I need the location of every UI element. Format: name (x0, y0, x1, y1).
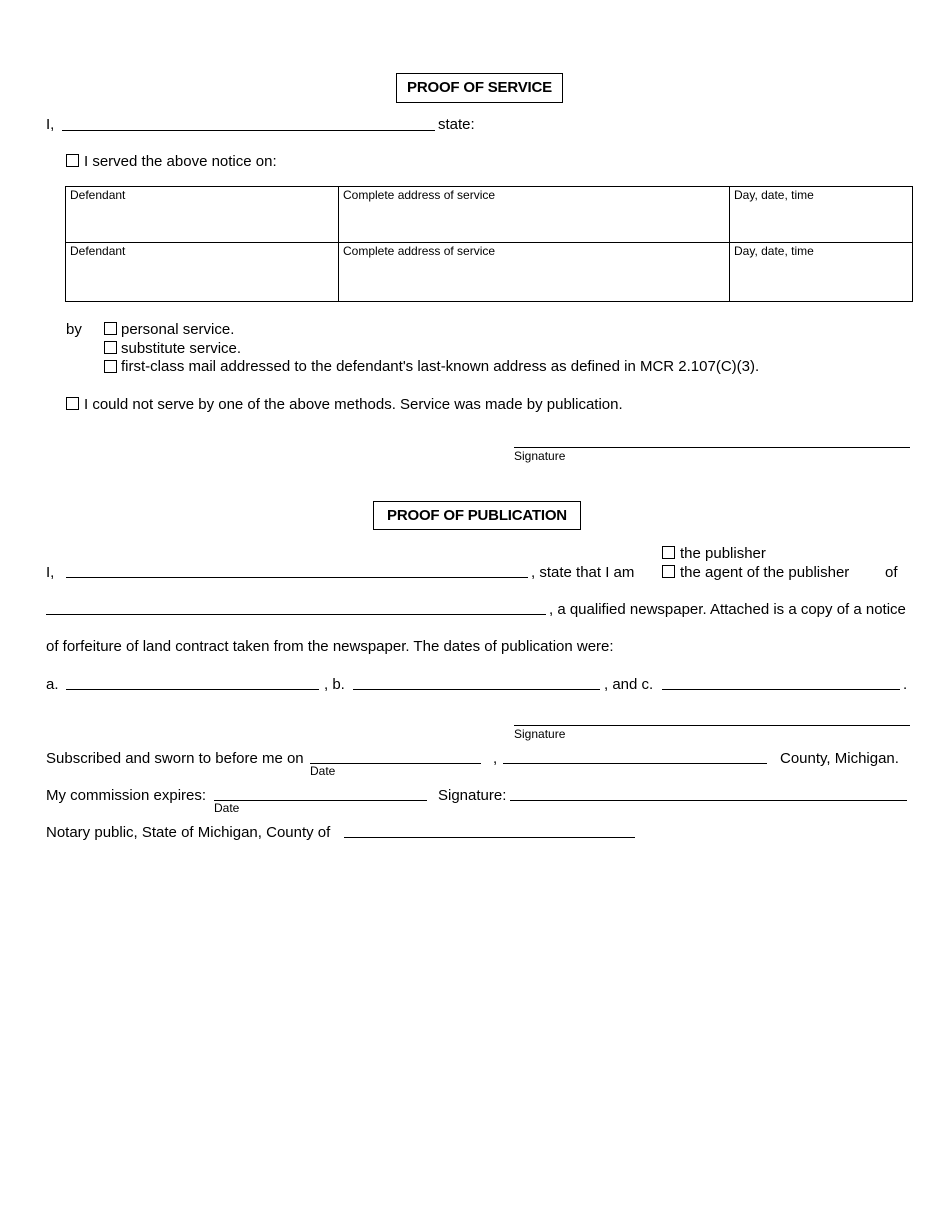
commission-label: My commission expires: (46, 787, 207, 804)
state-label: state: (438, 116, 475, 133)
sworn-comma: , (493, 750, 498, 767)
defendant-cell[interactable] (66, 187, 339, 243)
affiant-name-field[interactable] (66, 577, 528, 578)
datetime-header: Day, date, time (734, 188, 814, 202)
subscribed-label: Subscribed and sworn to before me on (46, 750, 304, 767)
sworn-date-field[interactable] (310, 763, 481, 764)
date-period: . (903, 676, 908, 693)
served-notice-label: I served the above notice on: (84, 153, 277, 170)
notary-signature-label: Signature: (438, 787, 507, 804)
notary-county-label: Notary public, State of Michigan, County of (46, 824, 331, 841)
publisher-checkbox[interactable] (662, 546, 675, 559)
defendant-header: Defendant (70, 244, 126, 258)
personal-service-label: personal service. (121, 321, 235, 338)
first-class-mail-checkbox[interactable] (104, 360, 117, 373)
date-b-label: , b. (324, 676, 345, 693)
address-cell[interactable] (339, 187, 730, 243)
publication-signature-label: Signature (514, 727, 566, 741)
publisher-label: the publisher (680, 545, 766, 562)
service-table (65, 186, 913, 302)
commission-date-field[interactable] (214, 800, 427, 801)
defendant-header: Defendant (70, 188, 126, 202)
publication-checkbox[interactable] (66, 397, 79, 410)
state-that-label: , state that I am (531, 564, 635, 581)
defendant-cell[interactable] (66, 243, 339, 302)
table-row (66, 243, 913, 302)
first-class-mail-label: first-class mail addressed to the defendant's last-known address as defined in MCR 2.107(C)(3). (121, 358, 760, 375)
sworn-date-label: Date (310, 764, 336, 778)
by-label: by (66, 321, 82, 338)
datetime-cell[interactable] (730, 187, 913, 243)
date-a-field[interactable] (66, 689, 319, 690)
newspaper-name-field[interactable] (46, 614, 546, 615)
sworn-county-field[interactable] (503, 763, 767, 764)
served-notice-checkbox[interactable] (66, 154, 79, 167)
date-c-label: , and c. (604, 676, 654, 693)
date-b-field[interactable] (353, 689, 600, 690)
commission-date-label: Date (214, 801, 240, 815)
table-row (66, 187, 913, 243)
agent-checkbox[interactable] (662, 565, 675, 578)
notary-county-field[interactable] (344, 837, 635, 838)
date-c-field[interactable] (662, 689, 900, 690)
service-signature-field[interactable] (514, 447, 910, 448)
proof-of-service-title: PROOF OF SERVICE (396, 73, 563, 103)
of-label: of (885, 564, 898, 581)
address-cell[interactable] (339, 243, 730, 302)
qualified-newspaper-label: , a qualified newspaper. Attached is a copy of a notice (549, 601, 906, 618)
address-header: Complete address of service (343, 244, 496, 258)
county-michigan-label: County, Michigan. (780, 750, 899, 767)
proof-of-publication-title: PROOF OF PUBLICATION (373, 501, 581, 530)
address-header: Complete address of service (343, 188, 496, 202)
publication-i-label: I, (46, 564, 55, 581)
substitute-service-checkbox[interactable] (104, 341, 117, 354)
forfeiture-text: of forfeiture of land contract taken from the newspaper. The dates of publication were: (46, 638, 614, 655)
date-a-label: a. (46, 676, 59, 693)
service-i-label: I, (46, 116, 55, 133)
publication-signature-field[interactable] (514, 725, 910, 726)
agent-label: the agent of the publisher (680, 564, 850, 581)
datetime-header: Day, date, time (734, 244, 814, 258)
substitute-service-label: substitute service. (121, 340, 242, 357)
server-name-field[interactable] (62, 130, 435, 131)
service-signature-label: Signature (514, 449, 566, 463)
notary-signature-field[interactable] (510, 800, 907, 801)
personal-service-checkbox[interactable] (104, 322, 117, 335)
datetime-cell[interactable] (730, 243, 913, 302)
publication-label: I could not serve by one of the above methods. Service was made by publication. (84, 396, 623, 413)
